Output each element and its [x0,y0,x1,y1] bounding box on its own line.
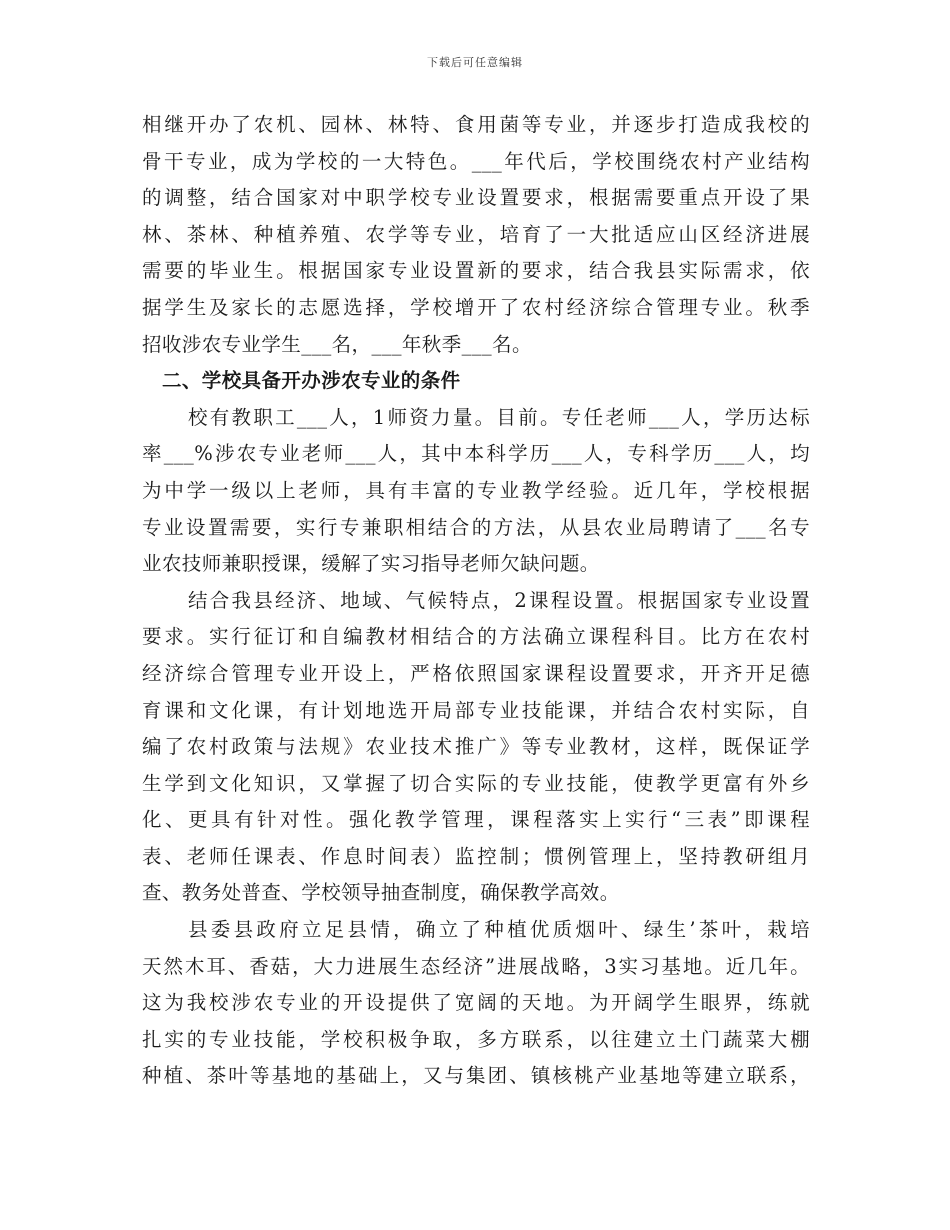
paragraph-history [142,107,810,363]
text-line: 业农技师兼职授课，缓解了实习指导老师欠缺问题。 [142,552,600,576]
text-line: 骨干专业，成为学校的一大特色。___年代后，学校围绕农村产业结构 [142,149,810,173]
text-line: 招收涉农专业学生___名，___年秋季___名。 [142,332,532,356]
text-line: 化、更具有针对性。强化教学管理，课程落实上实行“三表”即课程 [142,808,810,832]
text-line: 需要的毕业生。根据国家专业设置新的要求，结合我县实际需求，依 [142,259,810,283]
text-line: 的调整，结合国家对中职学校专业设置要求，根据需要重点开设了果 [142,186,810,210]
text-line: 生学到文化知识，又掌握了切合实际的专业技能，使教学更富有外乡 [142,771,810,795]
paragraph-curriculum [142,583,810,912]
text-line: 林、茶林、种植养殖、农学等专业，培育了一大批适应山区经济进展 [142,222,810,246]
text-line: 专业设置需要，实行专兼职相结合的方法，从县农业局聘请了___名专 [142,515,810,539]
text-line: 校有教职工___人，1师资力量。目前。专任老师___人，学历达标 [188,405,810,429]
paragraph-training-base [142,912,810,1095]
document-body [142,107,810,1095]
text-line: 经济综合管理专业开设上，严格依照国家课程设置要求，开齐开足德 [142,661,810,685]
text-line: 率___%涉农专业老师___人，其中本科学历___人，专科学历___人，均 [142,442,810,466]
text-line: 据学生及家长的志愿选择，学校增开了农村经济综合管理专业。秋季 [142,295,810,319]
text-line: 扎实的专业技能，学校积极争取，多方联系，以往建立土门蔬菜大棚 [142,1027,810,1051]
page-header: 下载后可任意编辑 [427,56,523,69]
text-line: 查、教务处普查、学校领导抽查制度，确保教学高效。 [142,881,620,905]
text-line: 要求。实行征订和自编教材相结合的方法确立课程科目。比方在农村 [142,625,810,649]
text-line: 这为我校涉农专业的开设提供了宽阔的天地。为开阔学生眼界，练就 [142,991,810,1015]
text-line: 结合我县经济、地域、气候特点，2课程设置。根据国家专业设置 [188,588,810,612]
text-line: 天然木耳、香菇，大力进展生态经济”进展战略，3实习基地。近几年。 [142,954,810,978]
paragraph-faculty [142,400,810,583]
heading-text: 二、学校具备开办涉农专业的条件 [162,369,461,393]
text-line: 县委县政府立足县情，确立了种植优质烟叶、绿生’茶叶，栽培 [188,918,810,942]
section-heading [142,363,810,400]
text-line: 育课和文化课，有计划地选开局部专业技能课，并结合农村实际，自 [142,698,810,722]
text-line: 为中学一级以上老师，具有丰富的专业教学经验。近几年，学校根据 [142,478,810,502]
text-line: 相继开办了农机、园林、林特、食用菌等专业，并逐步打造成我校的 [142,113,810,136]
text-line: 表、老师任课表、作息时间表）监控制；惯例管理上，坚持教研组月 [142,844,810,868]
text-line: 种植、茶叶等基地的基础上，又与集团、镇核桃产业基地等建立联系， [142,1064,810,1088]
text-line: 编了农村政策与法规》农业技术推广》等专业教材，这样，既保证学 [142,735,810,759]
